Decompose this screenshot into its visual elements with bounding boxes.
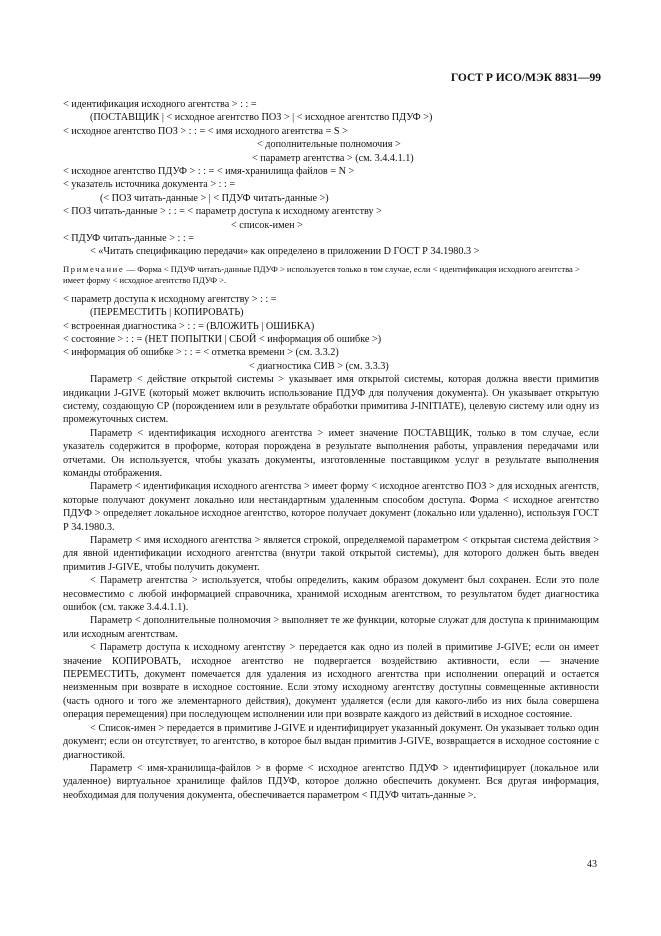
paragraph: Параметр < идентификация исходного агентства > имеет форму < исходное агентство ПОЗ > для исходных агентств, которые получают документ локально или нестандартным удаленным способом доступа. Форма < исходное агентство ПДУФ > определяет локальное исходное агентство, которое получает документ (локально или удаленно), используя ГОСТ Р 34.1980.3. bbox=[63, 481, 599, 533]
note bbox=[63, 264, 599, 287]
body-text bbox=[63, 373, 599, 802]
paragraph: < Список-имен > передается в примитиве J-GIVE и идентифицирует указанный документ. Он указывает только один документ; если он отсутствует, то агентство, в которое был выдан примитив J-GIVE, возвращается в исходное состояние с диагностикой. bbox=[63, 722, 599, 761]
note-label: Примечание bbox=[63, 263, 125, 274]
standard-header: ГОСТ Р ИСО/МЭК 8831—99 bbox=[450, 72, 601, 84]
page-number: 43 bbox=[587, 859, 597, 870]
syntax-line: < информация об ошибке > : : = < отметка времени > (см. 3.3.2) bbox=[63, 347, 339, 359]
syntax-line: < дополнительные полномочия > bbox=[257, 139, 401, 151]
syntax-line: < исходное агентство ПДУФ > : : = < имя-хранилища файлов = N > bbox=[63, 166, 355, 178]
syntax-line: (< ПОЗ читать-данные > | < ПДУФ читать-данные >) bbox=[100, 192, 329, 204]
syntax-line: (ПЕРЕМЕСТИТЬ | КОПИРОВАТЬ) bbox=[90, 307, 244, 319]
syntax-line: < ПОЗ читать-данные > : : = < параметр доступа к исходному агентству > bbox=[63, 206, 382, 218]
paragraph: Параметр < действие открытой системы > указывает имя открытой системы, которая должна ввести примитив индикации J-GIVE (который может включить использование ПДУФ для получения документа). Он указывает открытую систему, создающую СР (порождением или в результате обработки примитива J-INITIATE), целевую систему или одну из промежуточных систем. bbox=[63, 374, 599, 426]
page-content bbox=[63, 98, 599, 802]
syntax-line: < параметр доступа к исходному агентству > : : = bbox=[63, 293, 277, 305]
syntax-line: < диагностика СИВ > (см. 3.3.3) bbox=[249, 360, 389, 372]
syntax-line: (ПОСТАВЩИК | < исходное агентство ПОЗ > | < исходное агентство ПДУФ >) bbox=[90, 112, 433, 124]
syntax-line: < ПДУФ читать-данные > : : = bbox=[63, 233, 194, 245]
note-text: — Форма < ПДУФ читать-данные ПДУФ > используется только в том случае, если < идентификация исходного агентства > имеет форму < исходное агентство ПДУФ >. bbox=[63, 263, 580, 286]
syntax-line: < состояние > : : = (НЕТ ПОПЫТКИ | СБОЙ < информация об ошибке >) bbox=[63, 333, 382, 345]
paragraph: Параметр < имя-хранилища-файлов > в форме < исходное агентство ПДУФ > идентифицирует (локальное или удаленное) виртуальное хранилище файлов ПДУФ, которое должно обеспечить документ. Вся другая информация, необходимая для получения документа, обеспечивается параметром < ПДУФ читать-данные >. bbox=[63, 762, 599, 801]
syntax-block-access-parameter bbox=[63, 293, 599, 373]
syntax-line: < «Читать спецификацию передачи» как определено в приложении D ГОСТ Р 34.1980.3 > bbox=[90, 246, 480, 258]
syntax-line: < встроенная диагностика > : : = (ВЛОЖИТЬ | ОШИБКА) bbox=[63, 320, 315, 332]
paragraph: < Параметр агентства > используется, чтобы определить, каким образом документ был сохранен. Если это поле несовместимо с любой информацией справочника, хранимой исходным агентством, то результатом будет диагностика ошибок (см. также 3.4.4.1.1). bbox=[63, 575, 599, 614]
paragraph: < Параметр доступа к исходному агентству > передается как одно из полей в примитиве J-GIVE; если он имеет значение КОПИРОВАТЬ, исходное агентство не подвергается воздействию активности, если — значение ПЕРЕМЕСТИТЬ, документ помечается для удаления из исходного агентства при исполнении операций и остается неизменным при возврате в исходное состояние. Если этому исходному агентству доступны совмещенные активности (часть одного и того же элементарного действия), документ удаляется (если для какого-либо из них была совершена операция перемещения) при последующем исполнении или при возврате каждого из действий в исходное состояние. bbox=[63, 642, 599, 721]
syntax-line: < список-имен > bbox=[231, 219, 303, 231]
paragraph: Параметр < имя исходного агентства > является строкой, определяемой параметром < открытая система действия > для явной идентификации исходного агентства (внутри такой открытой системы), для которого должен быть введен примитив J-GIVE, чтобы получить документ. bbox=[63, 535, 599, 573]
syntax-line: < идентификация исходного агентства > : : = bbox=[63, 99, 257, 110]
syntax-line: < указатель источника документа > : : = bbox=[63, 179, 236, 191]
paragraph: Параметр < дополнительные полномочия > выполняет те же функции, которые служат для доступа к принимающим или исходным агентствам. bbox=[63, 615, 599, 640]
syntax-line: < параметр агентства > (см. 3.4.4.1.1) bbox=[252, 152, 414, 164]
syntax-block-source-agency bbox=[63, 98, 599, 259]
syntax-line: < исходное агентство ПОЗ > : : = < имя исходного агентства = S > bbox=[63, 125, 348, 137]
paragraph: Параметр < идентификация исходного агентства > имеет значение ПОСТАВЩИК, только в том случае, если указатель содержится в проформе, которая порождена в результате выполнения работы, управления передачами или отчетами. Он используется, чтобы указать документы, изготовленные поставщиком услуг в результате выполнения команды отображения. bbox=[63, 427, 599, 479]
